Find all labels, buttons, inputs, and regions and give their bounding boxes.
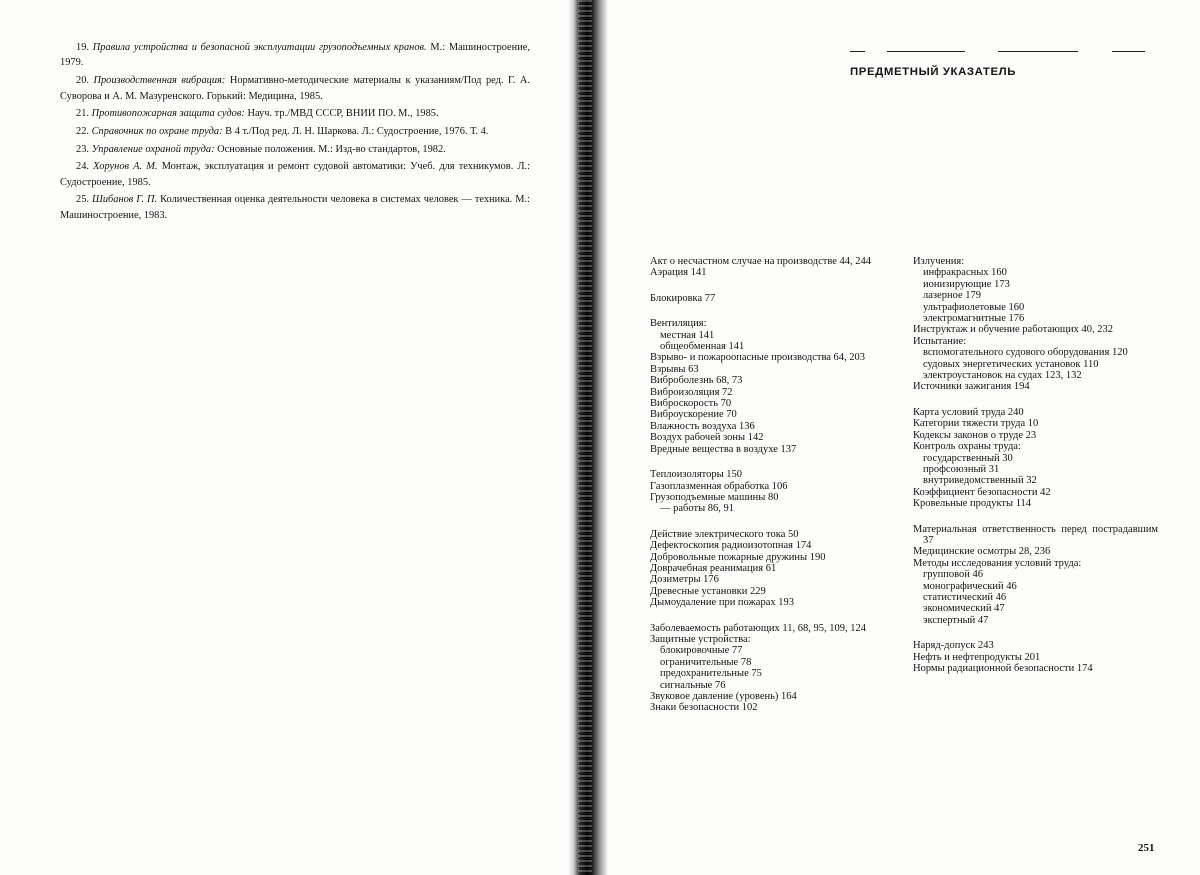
index-entry: Звуковое давление (уровень) 164 — [650, 691, 797, 702]
header-rule — [998, 51, 1078, 52]
index-entry: Защитные устройства: — [650, 633, 751, 645]
index-subentry: предохранительные 75 — [660, 668, 762, 680]
index-subentry: — работы 86, 91 — [660, 503, 735, 515]
index-entry: Знаки безопасности 102 — [650, 702, 758, 714]
bibliography-entry: 22. Справочник по охране труда: В 4 т./Под ред. Л. Н. Шаркова. Л.: Судостроение, 1976. Т. 4. — [76, 125, 489, 137]
index-column-1 — [650, 256, 890, 728]
index-entry: Виброизоляция 72 — [650, 386, 733, 398]
index-entry: Доврачебная реанимация 61 — [650, 562, 777, 574]
header-rules — [850, 51, 1145, 53]
index-entry: Акт о несчастном случае на производстве 44, 244 — [650, 256, 872, 267]
index-subentry: групповой 46 — [923, 569, 984, 581]
index-group — [913, 407, 1158, 510]
index-group — [650, 469, 890, 515]
index-group — [650, 529, 890, 609]
index-subentry: ограничительные 78 — [660, 656, 752, 668]
index-group — [913, 256, 1158, 393]
index-entry: Карта условий труда 240 — [913, 406, 1024, 418]
binding-gutter — [568, 0, 608, 875]
index-group — [650, 623, 890, 714]
index-group — [913, 524, 1158, 627]
index-entry: Дозиметры 176 — [650, 574, 719, 586]
index-group — [913, 640, 1158, 674]
index-entry: Грузоподъемные машины 80 — [650, 491, 779, 503]
page-number: 251 — [1138, 842, 1155, 854]
left-page — [0, 0, 572, 875]
index-subentry: судовых энергетических установок 110 — [923, 358, 1099, 370]
bibliography-entry: 23. Управление охраной труда: Основные положения. М.: Изд-во стандартов, 1982. — [76, 143, 446, 155]
index-entry: Коэффициент безопасности 42 — [913, 486, 1051, 498]
header-rule — [887, 51, 965, 52]
index-subentry: экономический 47 — [923, 603, 1005, 615]
index-subentry: общеобменная 141 — [660, 341, 745, 353]
index-subentry: государственный 30 — [923, 452, 1013, 464]
index-subentry: сигнальные 76 — [660, 679, 726, 691]
index-entry: Кровельные продукты 114 — [913, 498, 1032, 510]
index-entry: Вентиляция: — [650, 318, 707, 330]
index-group — [650, 318, 890, 455]
header-rule — [1112, 51, 1145, 52]
index-entry: Источники зажигания 194 — [913, 381, 1030, 393]
index-subentry: монографический 46 — [923, 580, 1017, 592]
index-entry: Дефектоскопия радиоизотопная 174 — [650, 540, 812, 552]
index-entry: Испытание: — [913, 335, 967, 347]
index-entry: Методы исследования условий труда: — [913, 557, 1082, 569]
index-entry: Блокировка 77 — [650, 292, 716, 304]
index-entry: Нормы радиационной безопасности 174 — [913, 663, 1093, 674]
index-entry: Древесные установки 229 — [650, 585, 766, 597]
index-entry: Вредные вещества в воздухе 137 — [650, 443, 797, 455]
index-entry: Дымоудаление при пожарах 193 — [650, 597, 794, 609]
index-entry: Взрыво- и пожароопасные производства 64, 203 — [650, 352, 866, 364]
index-subentry: лазерное 179 — [923, 290, 981, 302]
index-group — [650, 293, 890, 304]
index-entry: Действие электрического тока 50 — [650, 528, 799, 540]
index-entry: Излучения: — [913, 256, 965, 267]
index-subentry: местная 141 — [660, 329, 715, 341]
index-subentry: электромагнитные 176 — [923, 313, 1025, 325]
index-subentry: инфракрасных 160 — [923, 267, 1007, 279]
index-entry: Контроль охраны труда: — [913, 441, 1021, 453]
index-entry: Медицинские осмотры 28, 236 — [913, 546, 1051, 558]
index-subentry: блокировочные 77 — [660, 645, 743, 657]
index-entry: Газоплазменная обработка 106 — [650, 480, 788, 492]
index-title: ПРЕДМЕТНЫЙ УКАЗАТЕЛЬ — [850, 66, 1017, 78]
index-entry: Заболеваемость работающих 11, 68, 95, 109, 124 — [650, 622, 867, 634]
bibliography-entry: 25. Шибанов Г. П. Количественная оценка деятельности человека в системах человек — техника. М.: Машиностроение, 1983. — [60, 194, 530, 221]
index-entry: Категории тяжести труда 10 — [913, 418, 1039, 430]
bibliography-entry: 21. Противопожарная защита судов: Науч. тр./МВД СССР, ВНИИ ПО. М., 1985. — [76, 108, 439, 120]
index-entry: Виброболезнь 68, 73 — [650, 375, 743, 387]
index-entry: Наряд-допуск 243 — [913, 640, 994, 652]
index-column-2 — [913, 256, 1158, 688]
index-entry: Воздух рабочей зоны 142 — [650, 432, 764, 444]
index-entry: Взрывы 63 — [650, 363, 699, 375]
bibliography-entry: 24. Хорунов А. М. Монтаж, эксплуатация и ремонт судовой автоматики: Учеб. для техникумов. Л.: Судостроение, 1985. — [60, 161, 530, 188]
index-subentry: вспомогательного судового оборудования 120 — [923, 347, 1128, 359]
index-subentry: статистический 46 — [923, 591, 1007, 603]
index-entry: Теплоизоляторы 150 — [650, 469, 743, 481]
index-entry: Нефть и нефтепродукты 201 — [913, 651, 1041, 663]
index-entry: Кодексы законов о труде 23 — [913, 429, 1037, 441]
bibliography-entry: 20. Производственная вибрация: Нормативно-методические материалы к указаниям/Под ред. Г. А. Суворова и А. М. Мазуренского. Горький: Медицина, 1985. — [60, 75, 530, 102]
index-subentry: экспертный 47 — [923, 614, 989, 626]
index-entry: Влажность воздуха 136 — [650, 420, 755, 432]
index-entry: Виброускорение 70 — [650, 409, 737, 421]
bibliography-list — [60, 40, 530, 226]
index-subentry: профсоюзный 31 — [923, 463, 1000, 475]
index-group — [650, 256, 890, 279]
bibliography-entry: 19. Правила устройства и безопасной эксплуатации грузоподъемных кранов. М.: Машиностроение, 1979. — [60, 42, 530, 69]
header-rule — [850, 51, 865, 52]
index-entry: Материальная ответственность перед пострадавшим 37 — [913, 523, 1158, 546]
index-entry: Добровольные пожарные дружины 190 — [650, 551, 826, 563]
index-subentry: ионизирующие 173 — [923, 278, 1010, 290]
index-entry: Инструктаж и обучение работающих 40, 232 — [913, 324, 1113, 336]
index-entry: Аэрация 141 — [650, 267, 707, 279]
index-subentry: внутриведомственный 32 — [923, 475, 1037, 487]
index-subentry: ультрафиолетовые 160 — [923, 301, 1025, 313]
index-subentry: электроустановок на судах 123, 132 — [923, 370, 1082, 382]
index-entry: Виброскорость 70 — [650, 398, 732, 410]
